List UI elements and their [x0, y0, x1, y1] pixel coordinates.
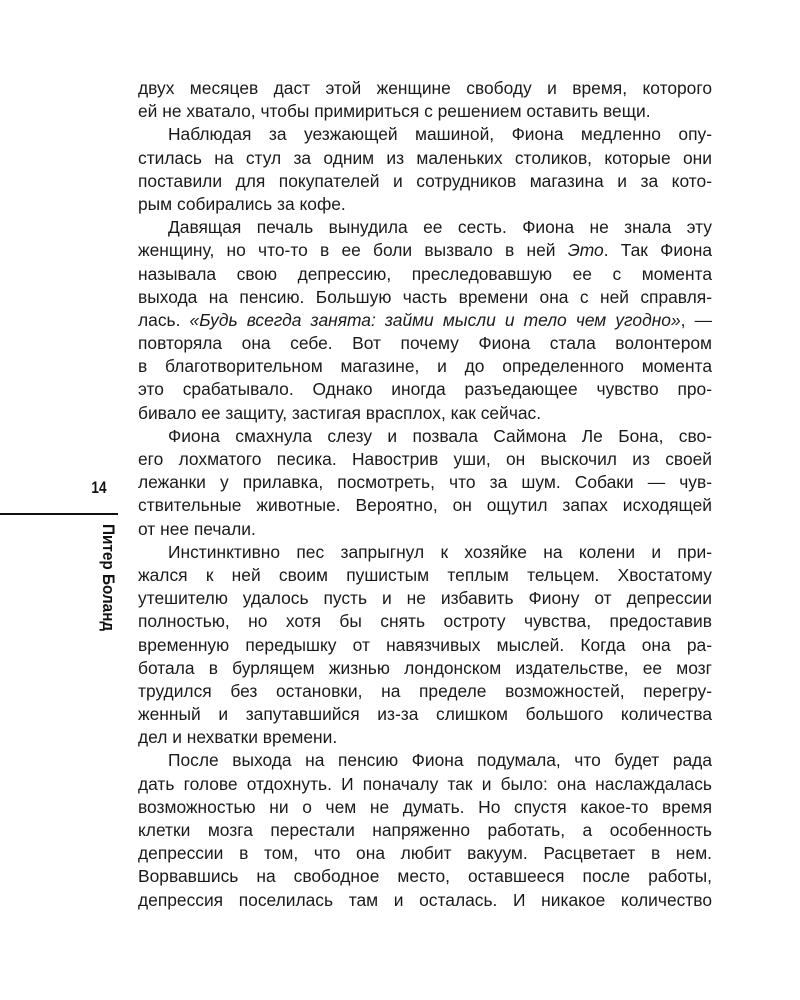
text-run: женщину, но что-то в ее боли вызвало в ней [138, 240, 568, 261]
text-line: лежанки у прилавка, посмотреть, что за шум. Собаки — чув- [138, 472, 712, 493]
text-run: , — [680, 309, 712, 330]
text-line: рым собирались за кофе. [138, 193, 346, 214]
text-line: его лохматого песика. Навострив уши, он выскочил из своей [138, 449, 712, 469]
text-line: ствительные животные. Вероятно, он ощутил запах исходящей [138, 495, 712, 516]
text-line: возможностью ни о чем не думать. Но спустя какое-то время [138, 796, 712, 817]
running-head-rule [0, 513, 118, 515]
text-line: трудился без остановки, на пределе возможностей, перегру- [138, 680, 712, 701]
paragraph-2 [138, 216, 712, 425]
text-line: это срабатывало. Однако иногда разъедающее чувство про- [138, 379, 712, 400]
text-line: временную передышку от навязчивых мыслей. Когда она ра- [138, 634, 712, 655]
paragraph-4 [138, 541, 712, 750]
text-line: клетки мозга перестали напряженно работать, а особенность [138, 820, 712, 840]
text-line: женный и запутавшийся из-за слишком большого количества [138, 704, 712, 725]
running-head-author: Питер Боланд [99, 524, 118, 632]
text-line: называла свою депрессию, преследовавшую ее с момента [138, 263, 712, 284]
text-line: от нее печали. [138, 518, 256, 539]
text-line: Ворвавшись на свободное место, оставшееся после работы, [138, 866, 712, 887]
paragraph-0 [138, 77, 712, 123]
text-line: двух месяцев даст этой женщине свободу и время, которого [138, 78, 712, 98]
text-line: Фиона смахнула слезу и позвала Саймона Ле Бона, сво- [168, 425, 712, 446]
text-line: После выхода на пенсию Фиона подумала, что будет рада [168, 750, 712, 771]
text-line: жался к ней своим пушистым теплым тельцем. Хвостатому [138, 564, 712, 585]
text-line: бивало ее защиту, застигая врасплох, как сейчас. [138, 402, 542, 423]
text-line: Инстинктивно пес запрыгнул к хозяйке на колени и при- [168, 541, 712, 562]
text-line: утешителю удалось пусть и не избавить Фиону от депрессии [138, 588, 712, 609]
text-line: депрессии в том, что она любит вакуум. Расцветает в нем. [138, 843, 712, 864]
text-line: повторяла она себе. Вот почему Фиона стала волонтером [138, 333, 712, 354]
italic-run: «Будь всегда занята: займи мысли и тело чем угодно» [189, 309, 681, 330]
text-line [138, 309, 712, 332]
text-run: лась. [138, 309, 190, 330]
text-line: в благотворительном магазине, и до определенного момента [138, 356, 712, 377]
text-line: депрессия поселилась там и осталась. И никакое количество [138, 889, 712, 910]
paragraph-3 [138, 425, 712, 541]
paragraph-1 [138, 123, 712, 216]
text-line: дать голове отдохнуть. И поначалу так и было: она наслаждалась [138, 773, 712, 794]
text-line: ботала в бурлящем жизнью лондонском издательстве, ее мозг [138, 657, 712, 678]
paragraph-5 [138, 749, 712, 911]
text-line: дел и нехватки времени. [138, 727, 338, 748]
italic-run: Это [567, 240, 604, 261]
page-number: 14 [91, 478, 107, 497]
text-line: поставили для покупателей и сотрудников магазина и за кото- [138, 170, 712, 191]
text-line: Давящая печаль вынудила ее сесть. Фиона не знала эту [168, 217, 712, 238]
text-line: полностью, но хотя бы снять остроту чувства, предоставив [138, 611, 712, 632]
text-line [138, 239, 712, 262]
text-line: Наблюдая за уезжающей машиной, Фиона медленно опу- [168, 124, 712, 145]
text-line: ей не хватало, чтобы примириться с решением оставить вещи. [138, 101, 651, 122]
body-text [138, 77, 712, 912]
text-line: стилась на стул за одним из маленьких столиков, которые они [138, 147, 712, 168]
text-run: . Так Фиона [603, 240, 712, 261]
text-line: выхода на пенсию. Большую часть времени она с ней справля- [138, 286, 712, 307]
